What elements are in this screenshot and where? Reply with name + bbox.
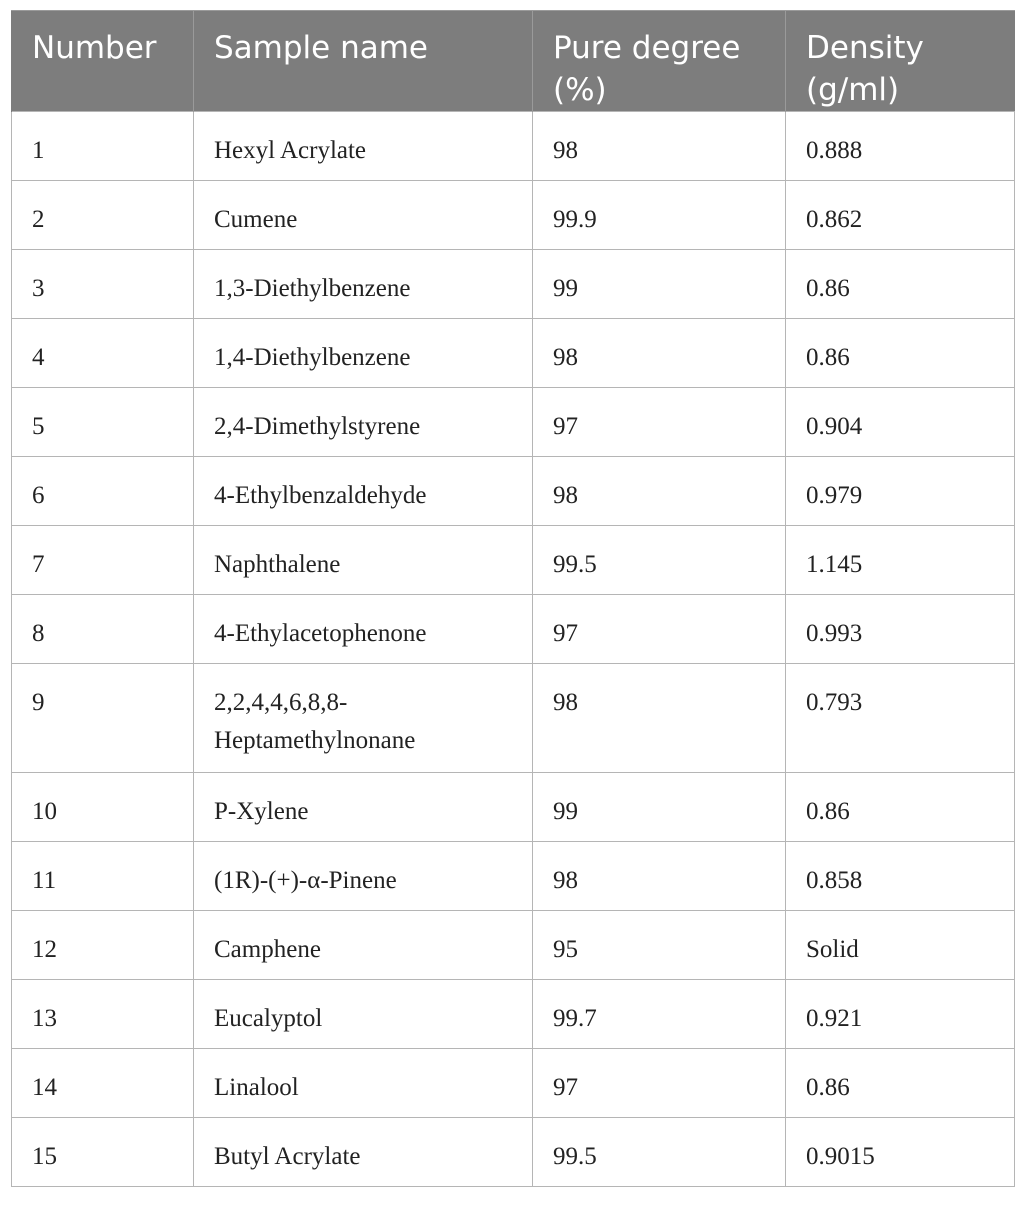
table-header [12, 11, 1015, 112]
cell-sample-name: Cumene [194, 181, 533, 250]
header-sample-name: Sample name [194, 11, 533, 112]
cell-density: 0.86 [786, 1049, 1015, 1118]
table-row [12, 181, 1015, 250]
cell-density: 0.921 [786, 980, 1015, 1049]
cell-density: 0.993 [786, 595, 1015, 664]
table-row [12, 1049, 1015, 1118]
cell-number: 12 [12, 911, 194, 980]
table-row [12, 911, 1015, 980]
cell-number: 1 [12, 112, 194, 181]
cell-pure-degree: 99 [533, 773, 786, 842]
cell-sample-name: Butyl Acrylate [194, 1118, 533, 1187]
table-row [12, 595, 1015, 664]
cell-density: 0.86 [786, 250, 1015, 319]
cell-sample-name: 2,4-Dimethylstyrene [194, 388, 533, 457]
cell-sample-name: 4-Ethylbenzaldehyde [194, 457, 533, 526]
cell-number: 14 [12, 1049, 194, 1118]
cell-density: 0.979 [786, 457, 1015, 526]
cell-density: 0.86 [786, 773, 1015, 842]
cell-pure-degree: 97 [533, 595, 786, 664]
cell-number: 10 [12, 773, 194, 842]
cell-pure-degree: 99.7 [533, 980, 786, 1049]
samples-table [11, 10, 1015, 1187]
cell-sample-name: (1R)-(+)-α-Pinene [194, 842, 533, 911]
cell-number: 5 [12, 388, 194, 457]
cell-number: 6 [12, 457, 194, 526]
cell-density: 0.888 [786, 112, 1015, 181]
cell-pure-degree: 97 [533, 388, 786, 457]
cell-number: 9 [12, 664, 194, 773]
cell-number: 2 [12, 181, 194, 250]
cell-pure-degree: 98 [533, 319, 786, 388]
cell-density: 0.904 [786, 388, 1015, 457]
cell-density: 0.9015 [786, 1118, 1015, 1187]
cell-number: 3 [12, 250, 194, 319]
cell-density: 0.862 [786, 181, 1015, 250]
table-row [12, 526, 1015, 595]
cell-density: 0.858 [786, 842, 1015, 911]
table-row [12, 842, 1015, 911]
cell-pure-degree: 98 [533, 457, 786, 526]
cell-number: 13 [12, 980, 194, 1049]
cell-number: 7 [12, 526, 194, 595]
cell-number: 11 [12, 842, 194, 911]
cell-pure-degree: 98 [533, 112, 786, 181]
cell-sample-name: 4-Ethylacetophenone [194, 595, 533, 664]
cell-pure-degree: 98 [533, 842, 786, 911]
cell-number: 8 [12, 595, 194, 664]
table-row [12, 388, 1015, 457]
cell-sample-name: P-Xylene [194, 773, 533, 842]
cell-number: 15 [12, 1118, 194, 1187]
cell-pure-degree: 99.5 [533, 1118, 786, 1187]
cell-density: 1.145 [786, 526, 1015, 595]
table-row [12, 773, 1015, 842]
cell-pure-degree: 98 [533, 664, 786, 773]
cell-sample-name: Naphthalene [194, 526, 533, 595]
header-density: Density (g/ml) [786, 11, 1015, 112]
cell-sample-name: Camphene [194, 911, 533, 980]
cell-sample-name: 1,3-Diethylbenzene [194, 250, 533, 319]
cell-sample-name: 1,4-Diethylbenzene [194, 319, 533, 388]
cell-sample-name: Linalool [194, 1049, 533, 1118]
cell-sample-name: Eucalyptol [194, 980, 533, 1049]
cell-density: 0.793 [786, 664, 1015, 773]
header-pure-degree: Pure degree (%) [533, 11, 786, 112]
table-row [12, 457, 1015, 526]
table-row [12, 664, 1015, 773]
cell-pure-degree: 97 [533, 1049, 786, 1118]
cell-sample-name: 2,2,4,4,6,8,8-Heptamethylnonane [194, 664, 533, 773]
cell-density: Solid [786, 911, 1015, 980]
table-row [12, 250, 1015, 319]
cell-density: 0.86 [786, 319, 1015, 388]
table-row [12, 980, 1015, 1049]
table-row [12, 1118, 1015, 1187]
cell-number: 4 [12, 319, 194, 388]
cell-pure-degree: 99.9 [533, 181, 786, 250]
table-row [12, 112, 1015, 181]
cell-pure-degree: 99.5 [533, 526, 786, 595]
table-row [12, 319, 1015, 388]
header-row [12, 11, 1015, 112]
cell-pure-degree: 99 [533, 250, 786, 319]
header-number: Number [12, 11, 194, 112]
cell-sample-name: Hexyl Acrylate [194, 112, 533, 181]
table-body [12, 112, 1015, 1187]
cell-pure-degree: 95 [533, 911, 786, 980]
